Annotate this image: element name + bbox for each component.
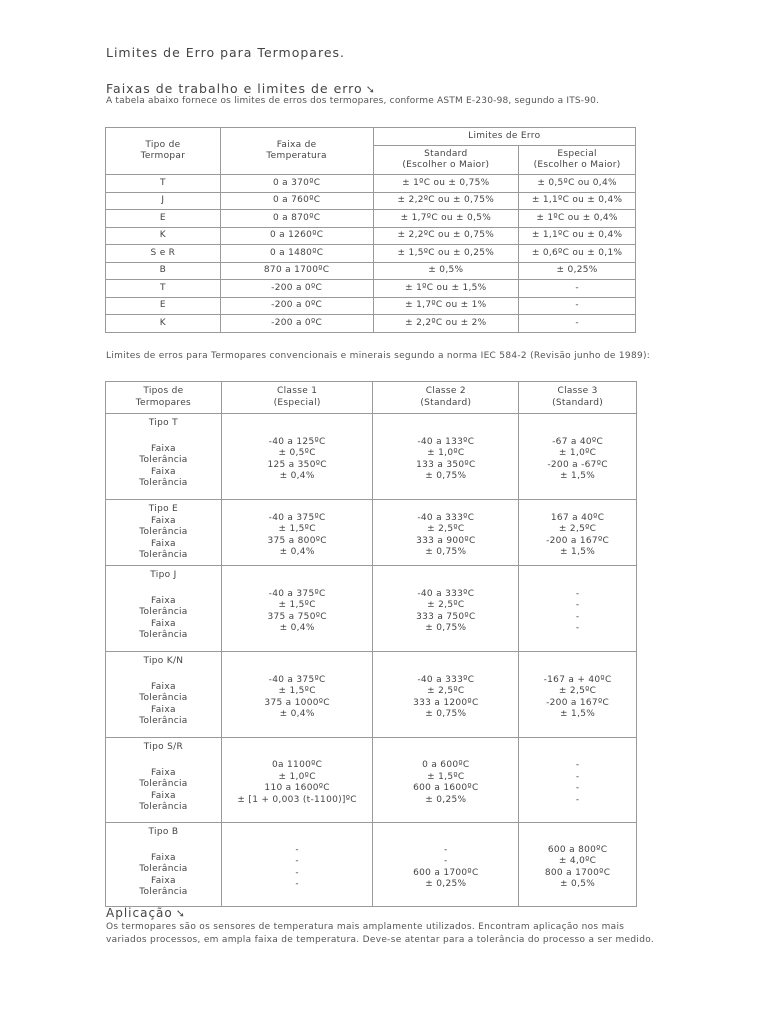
table-row bbox=[106, 315, 636, 333]
table-cell: ± 2,2ºC ou ± 2% bbox=[373, 315, 519, 333]
thermocouple-type: Tipo T bbox=[148, 418, 178, 428]
row-labels: Faixa Tolerância Faixa Tolerância bbox=[139, 767, 188, 812]
class-values: -40 a 125ºC ± 0,5ºC 125 a 350ºC ± 0,4% bbox=[267, 436, 327, 481]
table-cell-c1 bbox=[221, 823, 373, 907]
table-cell-c3 bbox=[519, 652, 637, 738]
table-cell: E bbox=[106, 297, 221, 315]
class-values: -40 a 333ºC ± 2,5ºC 333 a 1200ºC ± 0,75% bbox=[413, 674, 479, 719]
thermocouple-type: Tipo B bbox=[148, 827, 179, 837]
thermocouple-type: Tipo K/N bbox=[143, 656, 184, 666]
table-cell: 0 a 370ºC bbox=[220, 175, 373, 193]
table-cell-type bbox=[106, 500, 222, 566]
table-row bbox=[106, 652, 637, 738]
table-cell: S e R bbox=[106, 245, 221, 263]
header-limites-erro: Limites de Erro bbox=[373, 128, 636, 146]
section-heading-aplicacao-text: Aplicação bbox=[106, 906, 173, 920]
table-cell-type bbox=[106, 652, 222, 738]
header-tipo-termopar bbox=[106, 128, 221, 175]
table-cell: ± 1,5ºC ou ± 0,25% bbox=[373, 245, 519, 263]
astm-limits-table-body bbox=[106, 175, 636, 333]
row-labels: Faixa Tolerância Faixa Tolerância bbox=[139, 515, 188, 560]
header-standard-text: Standard (Escolher o Maior) bbox=[402, 148, 490, 170]
class-values: 600 a 800ºC ± 4,0ºC 800 a 1700ºC ± 0,5% bbox=[544, 844, 611, 889]
table-cell-c1 bbox=[221, 652, 373, 738]
table-row bbox=[106, 414, 637, 500]
table-cell: -200 a 0ºC bbox=[220, 297, 373, 315]
iec-limits-table-body bbox=[106, 414, 637, 907]
header-tipo-termopar-text: Tipo de Termopar bbox=[140, 139, 186, 161]
class-values: -40 a 333ºC ± 2,5ºC 333 a 750ºC ± 0,75% bbox=[416, 588, 476, 633]
table-cell: ± 0,5% bbox=[373, 262, 519, 280]
header-standard bbox=[373, 146, 519, 175]
table-cell-c2 bbox=[373, 652, 519, 738]
table-cell: K bbox=[106, 227, 221, 245]
table-row bbox=[106, 297, 636, 315]
table-cell: - bbox=[519, 297, 636, 315]
class-values: - - - - bbox=[575, 588, 580, 633]
class-values: 167 a 40ºC ± 2,5ºC -200 a 167ºC ± 1,5% bbox=[546, 512, 610, 557]
table-cell: ± 1ºC ou ± 1,5% bbox=[373, 280, 519, 298]
row-labels: Faixa Tolerância Faixa Tolerância bbox=[139, 681, 188, 726]
table-header-cell: Classe 2 (Standard) bbox=[373, 382, 519, 414]
table-cell: ± 1ºC ou ± 0,4% bbox=[519, 210, 636, 228]
table-header-cell: Classe 3 (Standard) bbox=[519, 382, 637, 414]
table-row bbox=[106, 566, 637, 652]
header-faixa-temperatura-text: Faixa de Temperatura bbox=[266, 139, 327, 161]
class-values: -67 a 40ºC ± 1,0ºC -200 a -67ºC ± 1,5% bbox=[547, 436, 608, 481]
header-faixa-temperatura bbox=[220, 128, 373, 175]
table-cell: ± 1ºC ou ± 0,75% bbox=[373, 175, 519, 193]
table-cell-type bbox=[106, 414, 222, 500]
class-values: - - - - bbox=[295, 844, 299, 889]
table-row bbox=[106, 500, 637, 566]
row-labels: Faixa Tolerância Faixa Tolerância bbox=[139, 443, 188, 488]
astm-limits-table bbox=[105, 127, 636, 333]
table-row bbox=[106, 262, 636, 280]
table-cell: - bbox=[519, 315, 636, 333]
table-cell: 0 a 1260ºC bbox=[220, 227, 373, 245]
class-values: 0 a 600ºC ± 1,5ºC 600 a 1600ºC ± 0,25% bbox=[413, 760, 479, 805]
iec-note: Limites de erros para Termopares convencionais e minerais segundo a norma IEC 584-2 (Revisão junho de 1989): bbox=[106, 351, 651, 361]
table-cell: - bbox=[519, 280, 636, 298]
table-cell: 0 a 1480ºC bbox=[220, 245, 373, 263]
table-cell: ± 0,6ºC ou ± 0,1% bbox=[519, 245, 636, 263]
table-cell: -200 a 0ºC bbox=[220, 280, 373, 298]
page-title: Limites de Erro para Termopares. bbox=[106, 45, 346, 60]
aplicacao-text: Os termopares são os sensores de temperatura mais amplamente utilizados. Encontram aplicação nos mais variados processos, em ampla faixa de temperatura. Deve-se atentar para a tolerância do processo a ser medido. bbox=[106, 922, 655, 945]
thermocouple-type: Tipo J bbox=[150, 570, 177, 580]
table-row bbox=[106, 245, 636, 263]
table-cell: J bbox=[106, 192, 221, 210]
row-labels: Faixa Tolerância Faixa Tolerância bbox=[139, 595, 188, 640]
table-cell-c3 bbox=[519, 500, 637, 566]
class-values: -167 a + 40ºC ± 2,5ºC -200 a 167ºC ± 1,5% bbox=[543, 674, 612, 719]
table-cell-type bbox=[106, 823, 222, 907]
iec-limits-table bbox=[105, 381, 637, 907]
arrow-down-right-icon[interactable]: ➘ bbox=[365, 83, 376, 96]
header-especial bbox=[519, 146, 636, 175]
table-cell-c3 bbox=[519, 738, 637, 823]
table-cell-c3 bbox=[519, 414, 637, 500]
table-cell: T bbox=[106, 280, 221, 298]
table-cell-c1 bbox=[221, 566, 373, 652]
table-cell: ± 1,1ºC ou ± 0,4% bbox=[519, 227, 636, 245]
table-row bbox=[106, 280, 636, 298]
table-cell-c2 bbox=[373, 823, 519, 907]
iec-table-header-row bbox=[106, 382, 637, 414]
section-heading-aplicacao bbox=[106, 906, 186, 920]
section-heading-faixas-text: Faixas de trabalho e limites de erro bbox=[106, 81, 363, 96]
table-cell: B bbox=[106, 262, 221, 280]
table-cell: ± 0,25% bbox=[519, 262, 636, 280]
table-row bbox=[106, 175, 636, 193]
table-cell-c2 bbox=[373, 738, 519, 823]
class-values: -40 a 375ºC ± 1,5ºC 375 a 800ºC ± 0,4% bbox=[267, 512, 327, 557]
class-values: -40 a 333ºC ± 2,5ºC 333 a 900ºC ± 0,75% bbox=[416, 512, 476, 557]
table-cell: ± 1,7ºC ou ± 1% bbox=[373, 297, 519, 315]
header-especial-text: Especial (Escolher o Maior) bbox=[533, 148, 621, 170]
table-header-cell: Classe 1 (Especial) bbox=[221, 382, 373, 414]
table-cell-c3 bbox=[519, 566, 637, 652]
table-header-cell: Tipos de Termopares bbox=[106, 382, 222, 414]
table-cell: 0 a 760ºC bbox=[220, 192, 373, 210]
intro-text: A tabela abaixo fornece os limites de erros dos termopares, conforme ASTM E-230-98, segundo a ITS-90. bbox=[106, 96, 600, 106]
table-row bbox=[106, 210, 636, 228]
table-cell: ± 1,1ºC ou ± 0,4% bbox=[519, 192, 636, 210]
class-values: - - 600 a 1700ºC ± 0,25% bbox=[413, 844, 479, 889]
table-row bbox=[106, 738, 637, 823]
table-cell-type bbox=[106, 738, 222, 823]
table-cell-c2 bbox=[373, 414, 519, 500]
table-cell: T bbox=[106, 175, 221, 193]
table-cell: ± 1,7ºC ou ± 0,5% bbox=[373, 210, 519, 228]
table-cell-c1 bbox=[221, 738, 373, 823]
table-cell-c1 bbox=[221, 500, 373, 566]
row-labels: Faixa Tolerância Faixa Tolerância bbox=[139, 852, 188, 897]
table-cell: 870 a 1700ºC bbox=[220, 262, 373, 280]
table-cell-c3 bbox=[519, 823, 637, 907]
table-cell: ± 2,2ºC ou ± 0,75% bbox=[373, 192, 519, 210]
table-cell: E bbox=[106, 210, 221, 228]
table-cell-c2 bbox=[373, 566, 519, 652]
class-values: -40 a 133ºC ± 1,0ºC 133 a 350ºC ± 0,75% bbox=[416, 436, 476, 481]
section-heading-faixas bbox=[106, 81, 376, 96]
table-cell: -200 a 0ºC bbox=[220, 315, 373, 333]
class-values: -40 a 375ºC ± 1,5ºC 375 a 750ºC ± 0,4% bbox=[267, 588, 327, 633]
table-cell: ± 2,2ºC ou ± 0,75% bbox=[373, 227, 519, 245]
arrow-down-right-icon[interactable]: ➘ bbox=[175, 907, 186, 920]
class-values: 0a 1100ºC ± 1,0ºC 110 a 1600ºC ± [1 + 0,003 (t-1100)]ºC bbox=[237, 760, 357, 805]
table-row bbox=[106, 192, 636, 210]
class-values: -40 a 375ºC ± 1,5ºC 375 a 1000ºC ± 0,4% bbox=[264, 674, 330, 719]
thermocouple-type: Tipo S/R bbox=[143, 742, 183, 752]
table-cell: K bbox=[106, 315, 221, 333]
table-row bbox=[106, 823, 637, 907]
table-cell-c1 bbox=[221, 414, 373, 500]
thermocouple-type: Tipo E bbox=[148, 504, 179, 514]
table-cell-type bbox=[106, 566, 222, 652]
table-cell: 0 a 870ºC bbox=[220, 210, 373, 228]
table-cell-c2 bbox=[373, 500, 519, 566]
class-values: - - - - bbox=[575, 760, 580, 805]
table-row bbox=[106, 227, 636, 245]
table-cell: ± 0,5ºC ou 0,4% bbox=[519, 175, 636, 193]
